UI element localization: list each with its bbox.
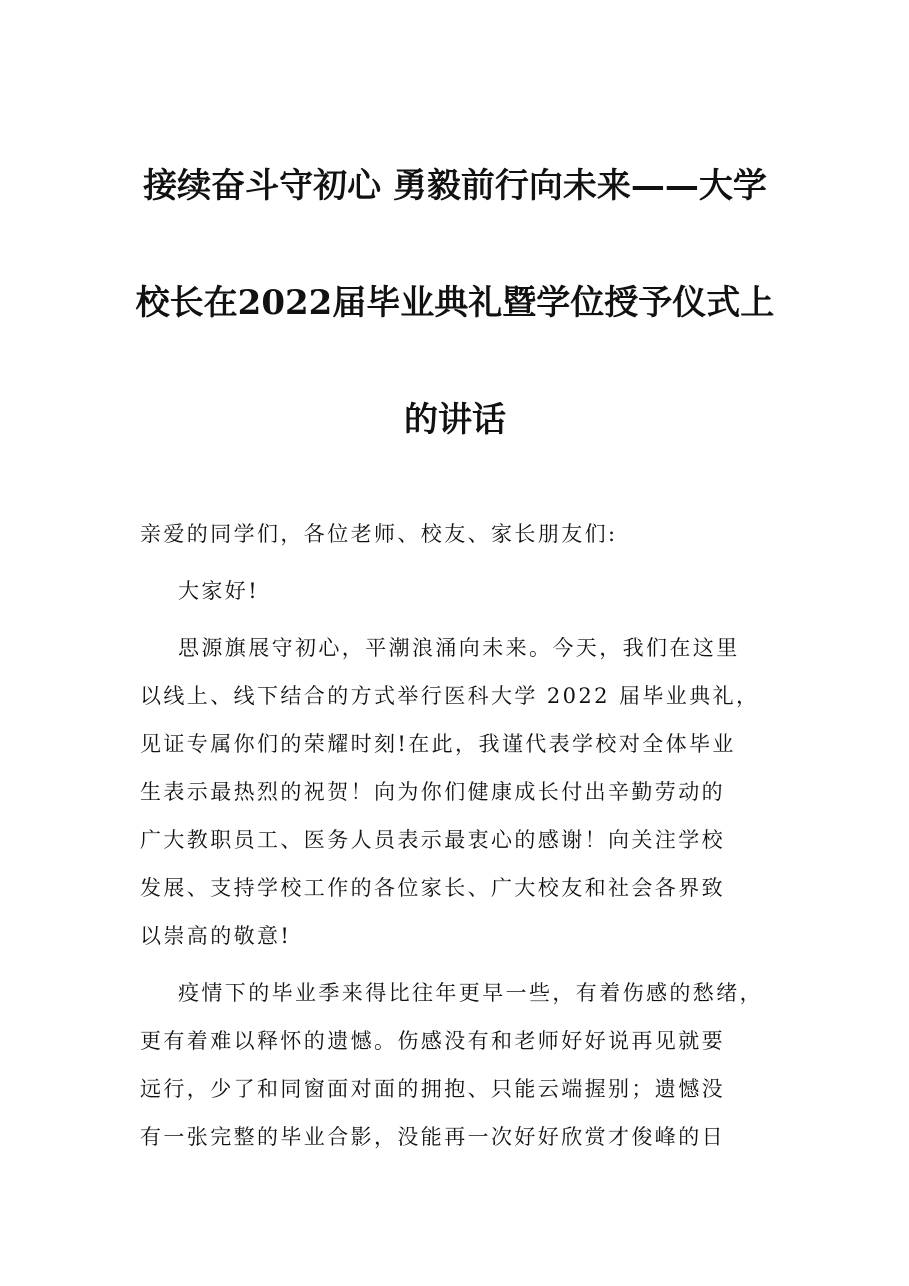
greeting	[140, 567, 790, 615]
paragraph-line: 生表示最热烈的祝贺！向为你们健康成长付出辛勤劳动的	[140, 780, 725, 804]
paragraph-line: 思源旗展守初心，平潮浪涌向未来。今天，我们在这里	[178, 636, 740, 660]
title-line: 的讲话	[404, 400, 506, 440]
salutation-text: 亲爱的同学们，各位老师、校友、家长朋友们:	[140, 522, 618, 546]
title-line: 校长在2022届毕业典礼暨学位授予仪式上	[135, 283, 775, 323]
paragraph-2	[140, 969, 790, 1161]
paragraph-line: 以线上、线下结合的方式举行医科大学 2022 届毕业典礼，	[140, 684, 760, 708]
paragraph-line: 远行，少了和同窗面对面的拥抱、只能云端握别；遗憾没	[140, 1077, 725, 1101]
document-title	[120, 128, 790, 479]
paragraph-line: 有一张完整的毕业合影，没能再一次好好欣赏才俊峰的日	[140, 1125, 725, 1149]
paragraph-1	[140, 624, 790, 960]
paragraph-line: 广大教职员工、医务人员表示最衷心的感谢！向关注学校	[140, 828, 725, 852]
paragraph-line: 疫情下的毕业季来得比往年更早一些，有着伤感的愁绪，	[178, 981, 763, 1005]
title-line: 接续奋斗守初心 勇毅前行向未来——大学	[143, 166, 767, 206]
greeting-text: 大家好!	[178, 579, 260, 603]
paragraph-line: 更有着难以释怀的遗憾。伤感没有和老师好好说再见就要	[140, 1029, 725, 1053]
paragraph-line: 以崇高的敬意!	[140, 924, 292, 948]
document-body	[140, 510, 790, 1170]
salutation	[140, 510, 790, 558]
paragraph-line: 见证专属你们的荣耀时刻!在此，我谨代表学校对全体毕业	[140, 732, 736, 756]
paragraph-line: 发展、支持学校工作的各位家长、广大校友和社会各界致	[140, 876, 725, 900]
